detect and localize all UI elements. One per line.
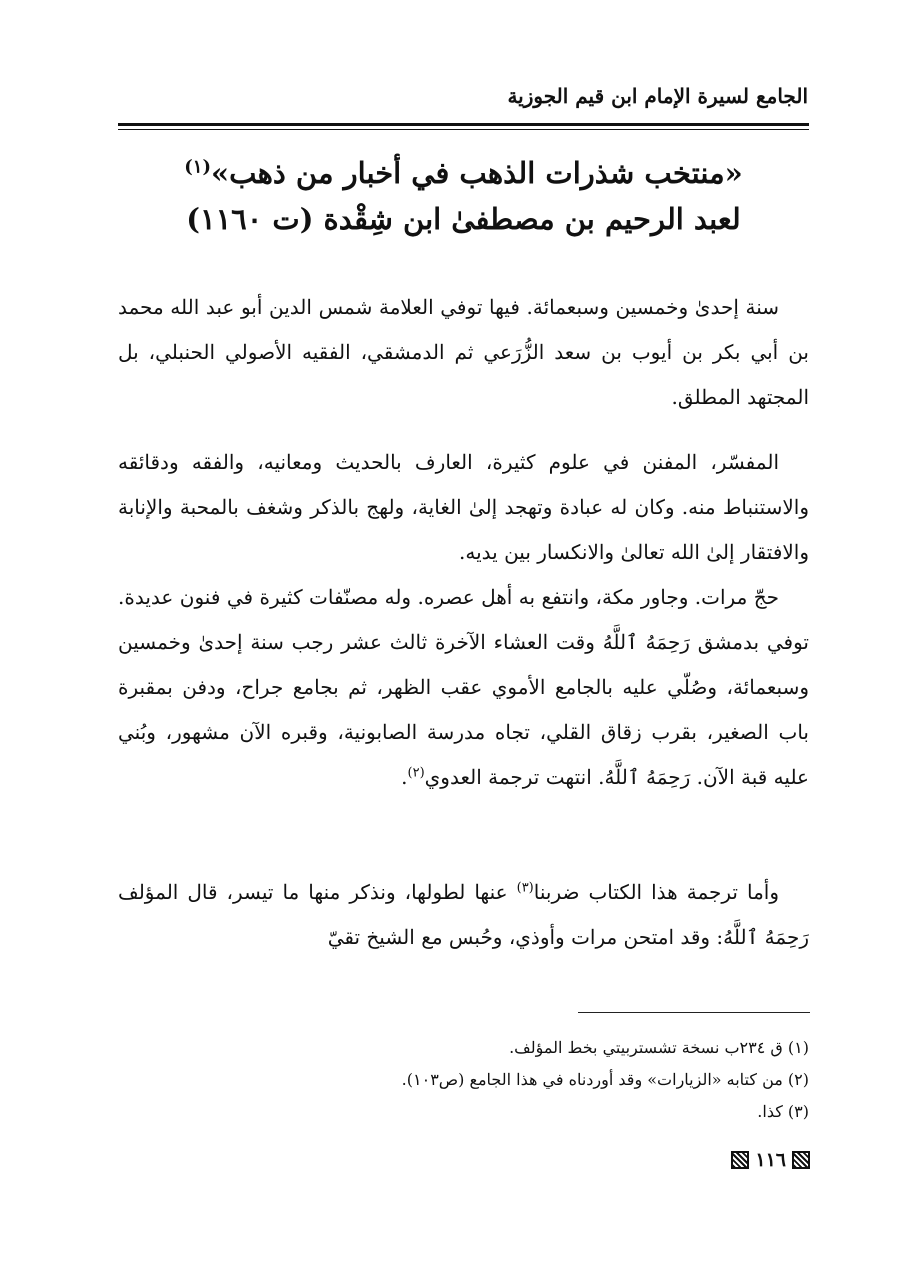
paragraph-1 — [118, 285, 809, 420]
paragraph-4 — [118, 870, 809, 960]
paragraph-4-start: وأما ترجمة هذا الكتاب ضربنا — [533, 880, 779, 904]
paragraph-3-text — [118, 575, 809, 800]
ornament-right-icon — [792, 1151, 810, 1169]
paragraph-1-text: سنة إحدىٰ وخمسين وسبعمائة. فيها توفي العلامة شمس الدين أبو عبد الله محمد بن أبي بكر بن أيوب بن سعد الزُّرَعي ثم الدمشقي، الفقيه الأصولي الحنبلي، بل المجتهد المطلق. — [118, 295, 809, 409]
paragraph-3-body: حجّ مرات. وجاور مكة، وانتفع به أهل عصره. وله مصنّفات كثيرة في فنون عديدة. توفي بدمشق رَحِمَهُ ٱللَّهُ وقت العشاء الآخرة ثالث عشر رجب سنة إحدىٰ وخمسين وسبعمائة، وصُلّي عليه بالجامع الأموي عقب الظهر، ثم بجامع جراح، ودفن بمقبرة باب الصغير، بقرب زقاق القلي، تجاه مدرسة الصابونية، وقبره الآن مشهور، وبُني عليه قبة الآن. رَحِمَهُ ٱللَّهُ. انتهت ترجمة العدوي — [118, 585, 809, 789]
header-rule-thin — [118, 129, 809, 130]
section-title-text: «منتخب شذرات الذهب في أخبار من ذهب» — [211, 156, 743, 190]
footnote-2: (٢) من كتابه «الزيارات» وقد أوردناه في هذا الجامع (ص١٠٣). — [401, 1070, 809, 1089]
footnote-separator — [578, 1012, 810, 1013]
footnote-1: (١) ق ٢٣٤ب نسخة تشستربيتي بخط المؤلف. — [509, 1038, 809, 1057]
running-header: الجامع لسيرة الإمام ابن قيم الجوزية — [507, 84, 808, 108]
header-rule-thick — [118, 123, 809, 126]
section-title-line2: لعبد الرحيم بن مصطفىٰ ابن شِقْدة (ت ١١٦٠) — [186, 202, 741, 236]
paragraph-3 — [118, 575, 809, 800]
footnotes — [118, 1032, 809, 1128]
footnote-ref-2: (٢) — [407, 765, 425, 781]
page-number-block — [728, 1146, 810, 1174]
paragraph-3-end: . — [401, 765, 408, 789]
ornament-left-icon — [731, 1151, 749, 1169]
paragraph-2-text: المفسّر، المفنن في علوم كثيرة، العارف بالحديث ومعانيه، والفقه ودقائقه والاستنباط منه. وكان له عبادة وتهجد إلىٰ الغاية، ولهج بالذكر وشغف بالمحبة والإنابة والافتقار إلىٰ الله تعالىٰ والانكسار بين يديه. — [118, 450, 809, 564]
paragraph-4-rest: عنها لطولها، ونذكر منها ما تيسر، قال المؤلف رَحِمَهُ ٱللَّهُ: وقد امتحن مرات وأوذي، وحُبس مع الشيخ تقيّ — [118, 880, 809, 949]
page-number: ١١٦ — [755, 1149, 786, 1171]
footnote-ref-3: (٣) — [516, 880, 534, 896]
footnote-3: (٣) كذا. — [757, 1102, 809, 1121]
paragraph-4-text — [118, 870, 809, 960]
footnote-ref-1: (١) — [184, 156, 211, 178]
paragraph-2 — [118, 440, 809, 575]
section-title-line1 — [118, 156, 809, 190]
